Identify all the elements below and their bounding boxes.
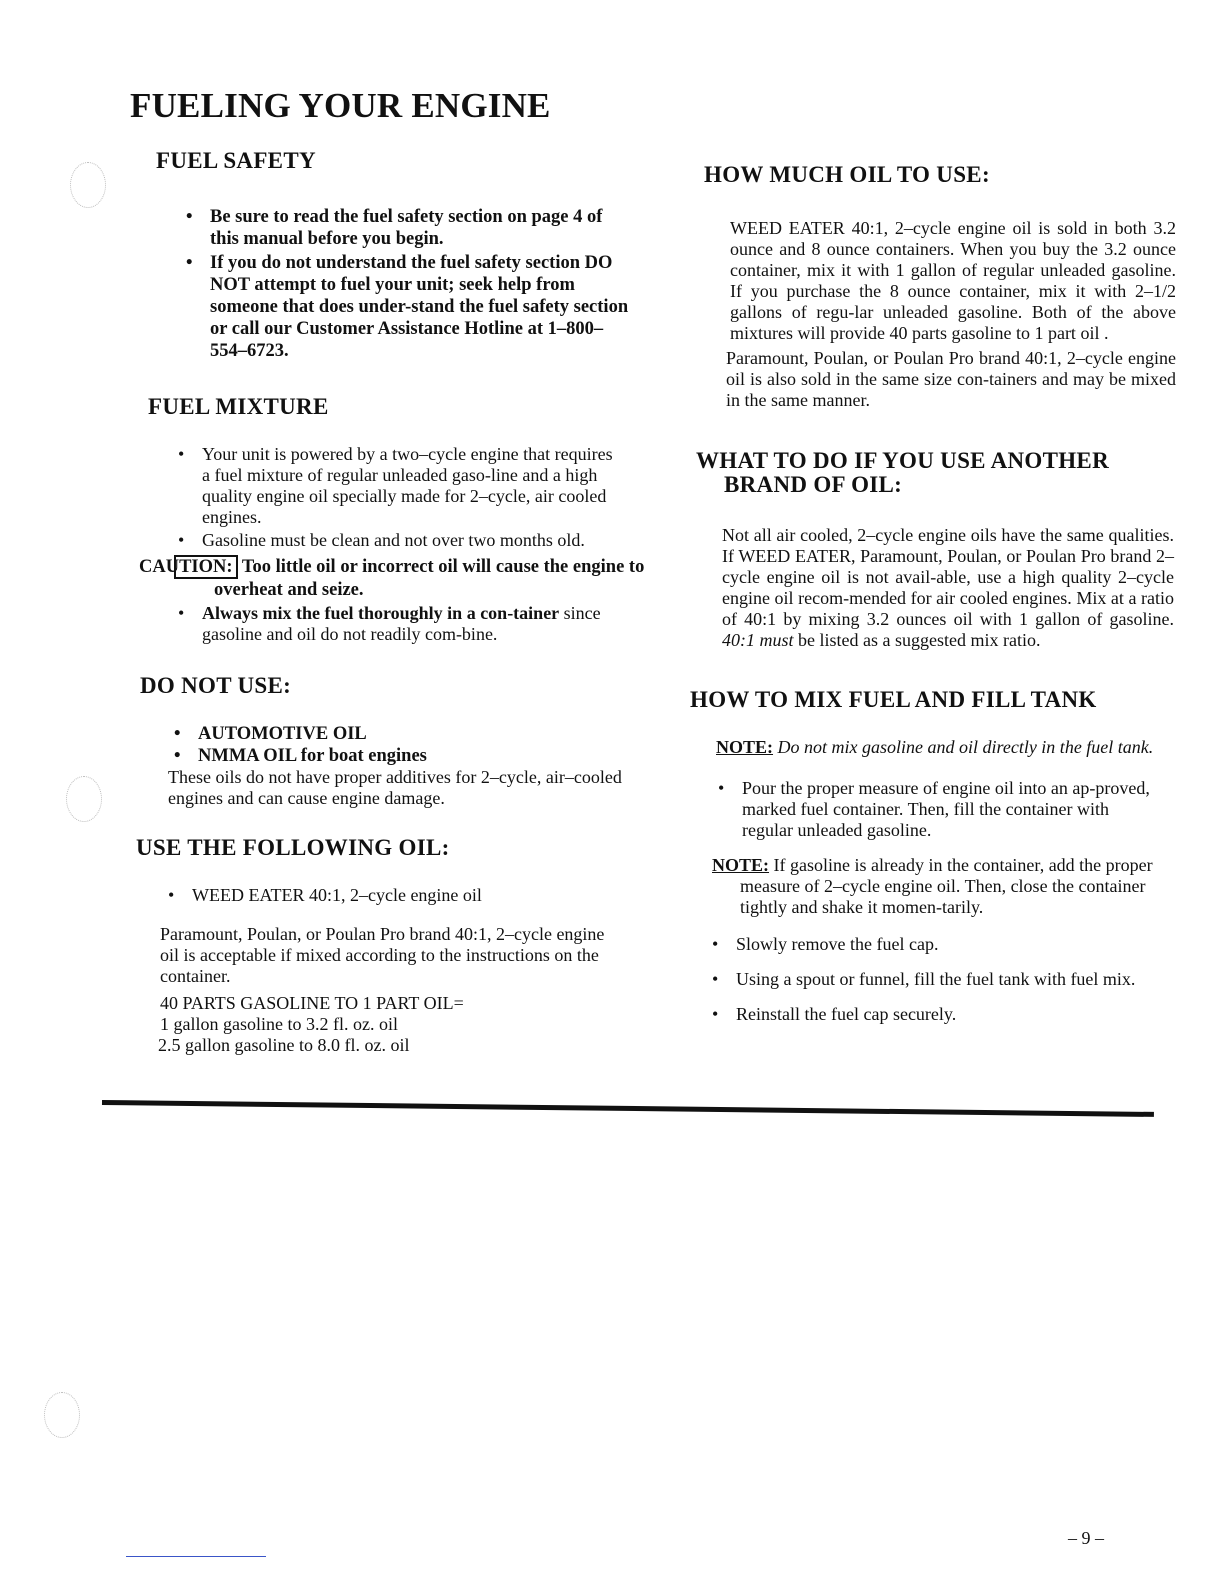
ratio-line: 2.5 gallon gasoline to 8.0 fl. oz. oil — [158, 1035, 410, 1055]
another-brand-heading-line-2: BRAND OF OIL: — [724, 472, 903, 497]
note-1 — [716, 737, 1196, 758]
list-item: • NMMA OIL for boat engines — [198, 745, 618, 767]
list-item: • Gasoline must be clean and not over two months old. — [202, 530, 622, 551]
fuel-mixture-heading: FUEL MIXTURE — [148, 394, 329, 419]
list-item: • Pour the proper measure of engine oil into an ap-proved, marked fuel container. Then, fill the container with regular unleaded gasoline. — [742, 778, 1162, 841]
note-label: NOTE: — [712, 855, 770, 875]
ratio-title: 40 PARTS GASOLINE TO 1 PART OIL= — [160, 993, 464, 1013]
do-not-use-note: These oils do not have proper additives for 2–cycle, air–cooled engines and can cause engine damage. — [168, 767, 622, 808]
fuel-mixture-list — [202, 444, 622, 551]
binder-hole — [66, 776, 102, 822]
how-to-mix-heading: HOW TO MIX FUEL AND FILL TANK — [690, 687, 1097, 712]
another-brand-italic: 40:1 must — [722, 630, 794, 650]
another-brand-paragraph — [722, 525, 1174, 651]
list-item: • Using a spout or funnel, fill the fuel tank with fuel mix. — [736, 969, 1162, 990]
list-item: • Be sure to read the fuel safety section on page 4 of this manual before you begin. — [210, 206, 630, 250]
ratio-line: 1 gallon gasoline to 3.2 fl. oz. oil — [160, 1014, 398, 1034]
binder-hole — [44, 1392, 80, 1438]
use-following-list — [192, 885, 612, 906]
mix-list — [202, 603, 622, 645]
how-to-mix-list-2 — [736, 934, 1162, 1025]
fuel-safety-list — [210, 206, 630, 362]
do-not-use-list — [198, 723, 618, 767]
page-number: – 9 – — [1068, 1528, 1104, 1548]
how-to-mix-list-1 — [742, 778, 1162, 841]
fuel-safety-heading: FUEL SAFETY — [156, 148, 316, 173]
list-item — [202, 603, 622, 645]
caution-notice — [139, 555, 664, 601]
list-item: • Slowly remove the fuel cap. — [736, 934, 1162, 955]
how-much-oil-heading: HOW MUCH OIL TO USE: — [704, 162, 990, 187]
binder-hole — [70, 162, 106, 208]
note-label: NOTE: — [716, 737, 774, 757]
acceptable-oil-paragraph: Paramount, Poulan, or Poulan Pro brand 40:1, 2–cycle engine oil is acceptable if mixed according to the instructions on the container. — [160, 924, 605, 986]
use-following-heading: USE THE FOLLOWING OIL: — [136, 835, 450, 860]
list-item: • If you do not understand the fuel safety section DO NOT attempt to fuel your unit; seek help from someone that does under-stand the fuel safety section or call our Customer Assistance Hotline at 1–800–554–6723. — [210, 252, 630, 362]
caution-text: Too little oil or incorrect oil will cause the engine to overheat and seize. — [214, 557, 645, 600]
another-brand-text: Not all air cooled, 2–cycle engine oils have the same qualities. If WEED EATER, Paramount, Poulan, or Poulan Pro brand 2–cycle engine oil is not avail-able, use a high quality 2–cycle engine oil recom-mended for air cooled engines. Mix at a ratio of 40:1 by mixing 3.2 ounces oil with 1 gallon of gasoline. — [722, 525, 1174, 629]
note-text: If gasoline is already in the container, add the proper measure of 2–cycle engine oil. Then, close the container tightly and shake it momen-tarily. — [740, 855, 1153, 917]
page-title: FUELING YOUR ENGINE — [130, 86, 551, 125]
how-much-oil-paragraph: WEED EATER 40:1, 2–cycle engine oil is sold in both 3.2 ounce and 8 ounce containers. When you buy the 3.2 ounce container, mix it with 1 gallon of regular unleaded gasoline. If you purchase the 8 ounce container, mix it with 2–1/2 gallons of regu-lar unleaded gasoline. Both of the above mixtures will provide 40 parts gasoline to 1 part oil . — [730, 218, 1176, 343]
list-item: • WEED EATER 40:1, 2–cycle engine oil — [192, 885, 612, 906]
list-item: • AUTOMOTIVE OIL — [198, 723, 618, 745]
mix-bold-text: Always mix the fuel thoroughly in a con-tainer — [202, 603, 560, 623]
note-2 — [712, 855, 1196, 918]
mix-rest-text: since gasoline and oil do not readily com-bine. — [202, 603, 601, 644]
another-brand-heading — [696, 449, 1180, 497]
list-item: • Your unit is powered by a two–cycle engine that requires a fuel mixture of regular unleaded gaso-line and a high quality engine oil specially made for 2–cycle, air cooled engines. — [202, 444, 622, 528]
list-item: • Reinstall the fuel cap securely. — [736, 1004, 1162, 1025]
horizontal-rule — [102, 1100, 1154, 1117]
footer-line — [126, 1556, 266, 1557]
note-text: Do not mix gasoline and oil directly in the fuel tank. — [777, 737, 1154, 757]
other-brands-paragraph: Paramount, Poulan, or Poulan Pro brand 40:1, 2–cycle engine oil is also sold in the same size con-tainers and may be mixed in the same manner. — [726, 348, 1176, 410]
caution-label: CAUTION: — [174, 555, 238, 579]
another-brand-text-end: be listed as a suggested mix ratio. — [798, 630, 1041, 650]
right-column — [690, 162, 1180, 1025]
left-column — [136, 148, 645, 1056]
another-brand-heading-line-1: WHAT TO DO IF YOU USE ANOTHER — [696, 448, 1109, 473]
do-not-use-heading: DO NOT USE: — [140, 673, 292, 698]
